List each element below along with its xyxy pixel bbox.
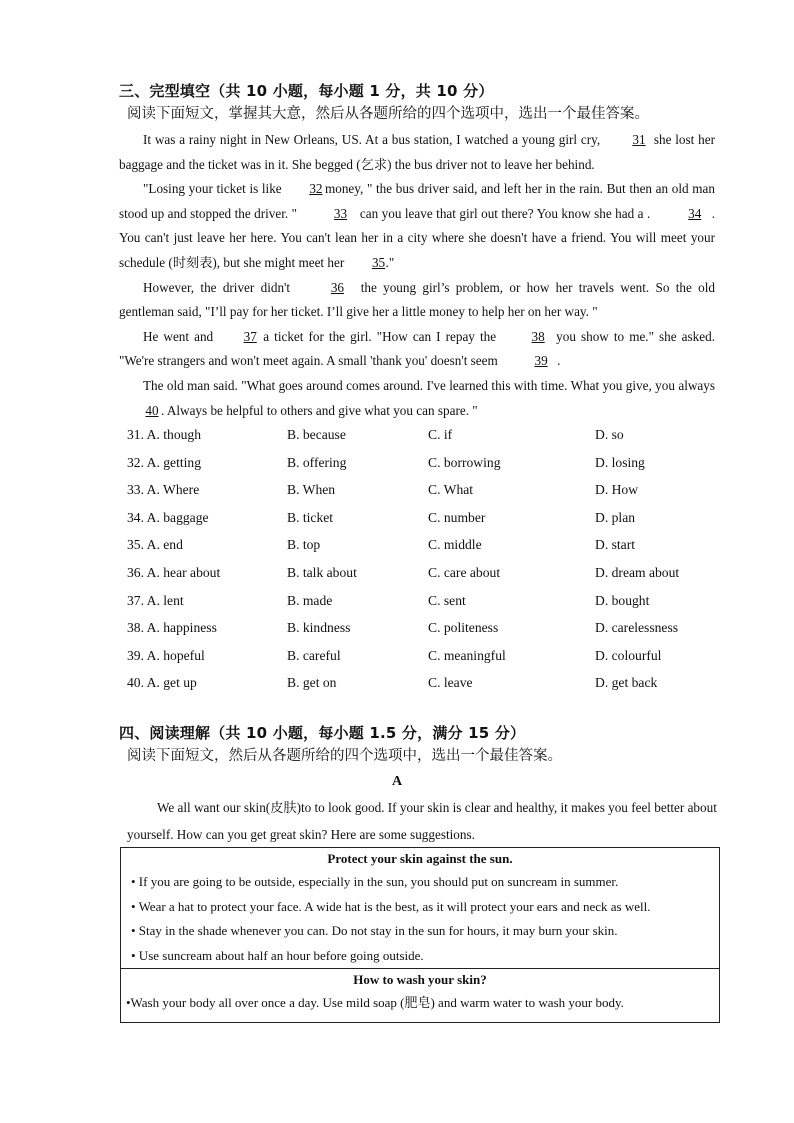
option-a: 40. A. get up xyxy=(127,675,197,691)
option-d: D. get back xyxy=(595,675,658,691)
blank-31: 31 xyxy=(632,132,646,147)
option-d: D. so xyxy=(595,427,624,442)
blank-40: 40 xyxy=(145,402,159,418)
passage-text: However, the driver didn't xyxy=(143,279,297,295)
option-c: C. What xyxy=(428,482,474,498)
passage-label: A xyxy=(391,774,403,789)
option-a: 32. A. getting xyxy=(127,454,202,470)
question-row xyxy=(127,482,727,510)
option-d: D. plan xyxy=(595,509,636,525)
blank-34: 34 xyxy=(688,205,702,221)
tip-item: •Wash your body all over once a day. Use mild soap (肥皂) and warm water to wash your body. xyxy=(126,995,624,1010)
option-d: D. How xyxy=(595,482,639,498)
question-row xyxy=(127,510,727,538)
option-a: 38. A. happiness xyxy=(127,620,217,636)
passage-text: ." xyxy=(385,254,395,270)
option-a: 37. A. lent xyxy=(127,592,184,608)
blank-38: 38 xyxy=(531,328,545,344)
passage-text: can you leave that girl out there? You know she had a . xyxy=(356,205,654,221)
option-c: C. sent xyxy=(428,592,466,608)
passage-paragraph xyxy=(119,276,715,325)
passage-text: . You can't just leave her here. You can't lean her in a city where she doesn't have a friend. You will meet your schedule (时刻表), but she might meet her xyxy=(119,205,715,270)
passage-text: It was a rainy night in New Orleans, US. At a bus station, I watched a young girl cry, xyxy=(143,132,604,147)
option-c: C. care about xyxy=(428,564,501,580)
option-b: B. offering xyxy=(287,454,347,470)
question-row xyxy=(127,620,727,648)
section4-instruction: 阅读下面短文，然后从各题所给的四个选项中，选出一个最佳答案。 xyxy=(127,748,562,764)
question-row xyxy=(127,675,727,703)
question-row xyxy=(127,427,727,455)
section4-title: 四、阅读理解（共 10 小题，每小题 1.5 分，满分 15 分） xyxy=(119,724,526,742)
option-c: C. borrowing xyxy=(428,454,501,470)
blank-36: 36 xyxy=(330,279,344,295)
passage-text: . xyxy=(557,353,561,369)
tip-item: • Wear a hat to protect your face. A wide hat is the best, as it will protect your ears and neck as well. xyxy=(131,898,651,914)
section3-title: 三、完型填空（共 10 小题，每小题 1 分，共 10 分） xyxy=(119,82,494,100)
option-c: C. number xyxy=(428,509,486,525)
option-c: C. leave xyxy=(428,675,473,691)
option-d: D. carelessness xyxy=(595,620,679,636)
option-b: B. because xyxy=(287,427,346,442)
passage-text: she lost her baggage and the ticket was in it. She begged (乞求) the bus driver not to leave her behind. xyxy=(119,132,715,172)
option-b: B. When xyxy=(287,482,336,498)
passage-text: . Always be helpful to others and give what you can spare. " xyxy=(161,402,478,418)
option-c: C. politeness xyxy=(428,620,499,636)
option-b: B. talk about xyxy=(287,564,357,580)
question-row xyxy=(127,593,727,621)
option-d: D. bought xyxy=(595,592,650,608)
option-b: B. kindness xyxy=(287,620,351,636)
box-heading-wash: How to wash your skin? xyxy=(121,968,719,991)
option-c: C. meaningful xyxy=(428,647,506,663)
option-a: 36. A. hear about xyxy=(127,564,221,580)
passage-text: "Losing your ticket is like xyxy=(143,181,286,197)
option-b: B. careful xyxy=(287,647,341,663)
passage-paragraph xyxy=(119,128,715,177)
passage-text: money, " the bus driver said, and left her in the rain. But then an old man stood up and stopped the driver. " xyxy=(119,181,715,221)
tips-box xyxy=(120,847,720,1023)
option-b: B. get on xyxy=(287,675,337,691)
passage-text: you show to me." she asked. "We're strangers and won't meet again. A small 'thank you' doesn't seem xyxy=(119,328,715,369)
option-a: 39. A. hopeful xyxy=(127,647,205,663)
passage-paragraph xyxy=(119,177,715,275)
intro-text: We all want our skin(皮肤)to to look good. If your skin is clear and healthy, it makes you feel better about yourself. How can you get great skin? Here are some suggestions. xyxy=(127,800,717,842)
option-b: B. ticket xyxy=(287,509,334,525)
tip-item: • If you are going to be outside, especially in the sun, you should put on suncream in summer. xyxy=(131,874,619,889)
box-heading-sun: Protect your skin against the sun. xyxy=(327,851,513,866)
option-a: 33. A. Where xyxy=(127,482,200,498)
option-d: D. start xyxy=(595,537,636,553)
option-c: C. if xyxy=(428,427,453,442)
option-a: 31. A. though xyxy=(127,427,202,442)
option-c: C. middle xyxy=(428,537,482,553)
question-row xyxy=(127,648,727,676)
blank-32: 32 xyxy=(309,181,323,197)
options-list xyxy=(127,427,727,703)
blank-39: 39 xyxy=(534,353,548,369)
option-d: D. colourful xyxy=(595,647,662,663)
section3-instruction: 阅读下面短文，掌握其大意，然后从各题所给的四个选项中，选出一个最佳答案。 xyxy=(127,106,649,122)
tip-item: • Use suncream about half an hour before going outside. xyxy=(131,947,424,963)
question-row xyxy=(127,455,727,483)
question-row xyxy=(127,537,727,565)
passage-paragraph xyxy=(119,374,715,423)
reading-intro xyxy=(127,794,717,848)
blank-35: 35 xyxy=(371,254,386,270)
cloze-passage xyxy=(119,128,715,423)
option-b: B. made xyxy=(287,592,333,608)
option-b: B. top xyxy=(287,537,321,553)
passage-paragraph xyxy=(119,325,715,374)
option-a: 34. A. baggage xyxy=(127,509,209,525)
tip-item: • Stay in the shade whenever you can. Do not stay in the sun for hours, it may burn your skin. xyxy=(131,923,618,938)
passage-text: The old man said. "What goes around comes around. I've learned this with time. What you give, you always xyxy=(143,377,715,393)
option-a: 35. A. end xyxy=(127,537,183,553)
passage-text: He went and xyxy=(143,328,219,344)
blank-33: 33 xyxy=(333,205,348,221)
option-d: D. dream about xyxy=(595,564,680,580)
passage-text: a ticket for the girl. "How can I repay the xyxy=(258,328,502,344)
question-row xyxy=(127,565,727,593)
blank-37: 37 xyxy=(243,328,257,344)
option-d: D. losing xyxy=(595,454,645,470)
passage-text: the young girl’s problem, or how her travels went. So the old gentleman said, "I’ll pay for her ticket. I’ll give her a little money to help her on her way. " xyxy=(119,279,715,320)
